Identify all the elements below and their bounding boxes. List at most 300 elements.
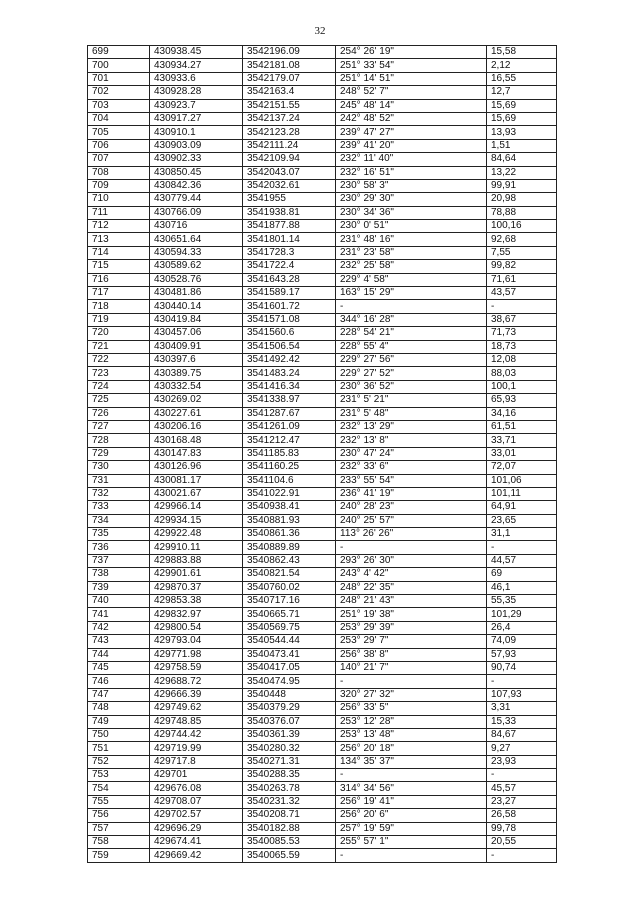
table-row [88, 661, 557, 674]
y-coordinate-cell: 3541589.17 [243, 287, 336, 300]
table-row [88, 112, 557, 125]
point-number-cell: 729 [88, 447, 150, 460]
bearing-cell: 229° 27' 52" [336, 367, 487, 380]
x-coordinate-cell: 429701 [150, 769, 243, 782]
bearing-cell: 255° 57' 1" [336, 836, 487, 849]
point-number-cell: 710 [88, 193, 150, 206]
distance-cell: 44,57 [487, 554, 557, 567]
distance-cell: 2,12 [487, 59, 557, 72]
distance-cell: 9,27 [487, 742, 557, 755]
y-coordinate-cell: 3540862.43 [243, 554, 336, 567]
point-number-cell: 723 [88, 367, 150, 380]
distance-cell: 20,55 [487, 836, 557, 849]
table-row [88, 568, 557, 581]
table-row [88, 233, 557, 246]
distance-cell: 31,1 [487, 528, 557, 541]
point-number-cell: 720 [88, 327, 150, 340]
table-row [88, 313, 557, 326]
y-coordinate-cell: 3540938.41 [243, 501, 336, 514]
table-row [88, 153, 557, 166]
bearing-cell: 239° 47' 27" [336, 126, 487, 139]
table-row [88, 72, 557, 85]
point-number-cell: 741 [88, 608, 150, 621]
point-number-cell: 717 [88, 287, 150, 300]
point-number-cell: 703 [88, 99, 150, 112]
distance-cell: 100,16 [487, 220, 557, 233]
point-number-cell: 747 [88, 688, 150, 701]
page-number: 32 [314, 25, 326, 37]
table-row [88, 836, 557, 849]
table-row [88, 287, 557, 300]
table-row [88, 206, 557, 219]
point-number-cell: 719 [88, 313, 150, 326]
bearing-cell: 254° 26' 19" [336, 46, 487, 59]
table-row [88, 246, 557, 259]
bearing-cell: 232° 16' 51" [336, 166, 487, 179]
x-coordinate-cell: 429748.85 [150, 715, 243, 728]
point-number-cell: 736 [88, 541, 150, 554]
table-row [88, 327, 557, 340]
distance-cell: 46,1 [487, 581, 557, 594]
distance-cell: 72,07 [487, 461, 557, 474]
x-coordinate-cell: 430589.62 [150, 260, 243, 273]
x-coordinate-cell: 430457.06 [150, 327, 243, 340]
x-coordinate-cell: 430594.33 [150, 246, 243, 259]
table-row [88, 407, 557, 420]
distance-cell: 15,69 [487, 112, 557, 125]
bearing-cell: - [336, 769, 487, 782]
y-coordinate-cell: 3541722.4 [243, 260, 336, 273]
bearing-cell: 253° 12' 28" [336, 715, 487, 728]
point-number-cell: 732 [88, 487, 150, 500]
bearing-cell: 256° 33' 5" [336, 702, 487, 715]
y-coordinate-cell: 3541571.08 [243, 313, 336, 326]
table-row [88, 541, 557, 554]
distance-cell: 84,64 [487, 153, 557, 166]
point-number-cell: 743 [88, 635, 150, 648]
table-row [88, 166, 557, 179]
point-number-cell: 707 [88, 153, 150, 166]
distance-cell: 18,73 [487, 340, 557, 353]
bearing-cell: 230° 29' 30" [336, 193, 487, 206]
x-coordinate-cell: 430332.54 [150, 380, 243, 393]
table-row [88, 501, 557, 514]
point-number-cell: 714 [88, 246, 150, 259]
point-number-cell: 701 [88, 72, 150, 85]
table-row [88, 849, 557, 862]
distance-cell: 16,55 [487, 72, 557, 85]
table-row [88, 755, 557, 768]
x-coordinate-cell: 429719.99 [150, 742, 243, 755]
table-row [88, 474, 557, 487]
bearing-cell: 231° 5' 21" [336, 394, 487, 407]
bearing-cell: 256° 38' 8" [336, 648, 487, 661]
bearing-cell: 134° 35' 37" [336, 755, 487, 768]
y-coordinate-cell: 3540544.44 [243, 635, 336, 648]
bearing-cell: 231° 23' 58" [336, 246, 487, 259]
point-number-cell: 740 [88, 595, 150, 608]
point-number-cell: 752 [88, 755, 150, 768]
bearing-cell: 245° 48' 14" [336, 99, 487, 112]
x-coordinate-cell: 430397.6 [150, 353, 243, 366]
y-coordinate-cell: 3540231.32 [243, 795, 336, 808]
point-number-cell: 744 [88, 648, 150, 661]
distance-cell: 1,51 [487, 139, 557, 152]
point-number-cell: 728 [88, 434, 150, 447]
distance-cell: 38,67 [487, 313, 557, 326]
point-number-cell: 715 [88, 260, 150, 273]
y-coordinate-cell: 3542137.24 [243, 112, 336, 125]
distance-cell: 23,27 [487, 795, 557, 808]
bearing-cell: - [336, 541, 487, 554]
bearing-cell: 243° 4' 42" [336, 568, 487, 581]
bearing-cell: - [336, 300, 487, 313]
table-row [88, 193, 557, 206]
x-coordinate-cell: 429934.15 [150, 514, 243, 527]
bearing-cell: 253° 29' 7" [336, 635, 487, 648]
point-number-cell: 699 [88, 46, 150, 59]
y-coordinate-cell: 3540280.32 [243, 742, 336, 755]
bearing-cell: 232° 13' 8" [336, 434, 487, 447]
bearing-cell: 293° 26' 30" [336, 554, 487, 567]
x-coordinate-cell: 430227.61 [150, 407, 243, 420]
x-coordinate-cell: 430938.45 [150, 46, 243, 59]
distance-cell: 107,93 [487, 688, 557, 701]
distance-cell: - [487, 849, 557, 862]
bearing-cell: 233° 55' 54" [336, 474, 487, 487]
distance-cell: 15,33 [487, 715, 557, 728]
y-coordinate-cell: 3540448 [243, 688, 336, 701]
point-number-cell: 745 [88, 661, 150, 674]
distance-cell: 101,29 [487, 608, 557, 621]
point-number-cell: 730 [88, 461, 150, 474]
table-row [88, 514, 557, 527]
table-row [88, 300, 557, 313]
point-number-cell: 733 [88, 501, 150, 514]
distance-cell: 90,74 [487, 661, 557, 674]
table-row [88, 461, 557, 474]
y-coordinate-cell: 3541728.3 [243, 246, 336, 259]
x-coordinate-cell: 430928.28 [150, 86, 243, 99]
table-row [88, 715, 557, 728]
distance-cell: 69 [487, 568, 557, 581]
distance-cell: 45,57 [487, 782, 557, 795]
table-row [88, 822, 557, 835]
table-row [88, 139, 557, 152]
y-coordinate-cell: 3540821.54 [243, 568, 336, 581]
bearing-cell: 230° 47' 24" [336, 447, 487, 460]
y-coordinate-cell: 3540182.88 [243, 822, 336, 835]
x-coordinate-cell: 429669.42 [150, 849, 243, 862]
table-row [88, 434, 557, 447]
point-number-cell: 748 [88, 702, 150, 715]
y-coordinate-cell: 3542181.08 [243, 59, 336, 72]
point-number-cell: 722 [88, 353, 150, 366]
bearing-cell: 344° 16' 28" [336, 313, 487, 326]
table-row [88, 59, 557, 72]
table-row [88, 380, 557, 393]
x-coordinate-cell: 430126.96 [150, 461, 243, 474]
table-row [88, 621, 557, 634]
y-coordinate-cell: 3541022.91 [243, 487, 336, 500]
y-coordinate-cell: 3542163.4 [243, 86, 336, 99]
distance-cell: 13,22 [487, 166, 557, 179]
bearing-cell: 320° 27' 32" [336, 688, 487, 701]
x-coordinate-cell: 429758.59 [150, 661, 243, 674]
y-coordinate-cell: 3541185.83 [243, 447, 336, 460]
y-coordinate-cell: 3542032.61 [243, 179, 336, 192]
distance-cell: 61,51 [487, 420, 557, 433]
point-number-cell: 706 [88, 139, 150, 152]
bearing-cell: 228° 54' 21" [336, 327, 487, 340]
distance-cell: 12,7 [487, 86, 557, 99]
point-number-cell: 751 [88, 742, 150, 755]
table-row [88, 46, 557, 59]
point-number-cell: 725 [88, 394, 150, 407]
x-coordinate-cell: 430409.91 [150, 340, 243, 353]
bearing-cell: 163° 15' 29" [336, 287, 487, 300]
table-row [88, 220, 557, 233]
x-coordinate-cell: 429793.04 [150, 635, 243, 648]
bearing-cell: 257° 19' 59" [336, 822, 487, 835]
y-coordinate-cell: 3540889.89 [243, 541, 336, 554]
table-row [88, 340, 557, 353]
y-coordinate-cell: 3542111.24 [243, 139, 336, 152]
y-coordinate-cell: 3541955 [243, 193, 336, 206]
x-coordinate-cell: 430481.86 [150, 287, 243, 300]
x-coordinate-cell: 429708.07 [150, 795, 243, 808]
x-coordinate-cell: 429696.29 [150, 822, 243, 835]
x-coordinate-cell: 430766.09 [150, 206, 243, 219]
y-coordinate-cell: 3540376.07 [243, 715, 336, 728]
x-coordinate-cell: 430850.45 [150, 166, 243, 179]
x-coordinate-cell: 429688.72 [150, 675, 243, 688]
x-coordinate-cell: 429901.61 [150, 568, 243, 581]
point-number-cell: 742 [88, 621, 150, 634]
distance-cell: 99,82 [487, 260, 557, 273]
table-row [88, 795, 557, 808]
bearing-cell: 240° 28' 23" [336, 501, 487, 514]
point-number-cell: 716 [88, 273, 150, 286]
table-row [88, 86, 557, 99]
y-coordinate-cell: 3541801.14 [243, 233, 336, 246]
table-row [88, 782, 557, 795]
bearing-cell: 253° 13' 48" [336, 728, 487, 741]
x-coordinate-cell: 429966.14 [150, 501, 243, 514]
x-coordinate-cell: 430779.44 [150, 193, 243, 206]
y-coordinate-cell: 3540271.31 [243, 755, 336, 768]
point-number-cell: 711 [88, 206, 150, 219]
point-number-cell: 758 [88, 836, 150, 849]
table-row [88, 394, 557, 407]
point-number-cell: 700 [88, 59, 150, 72]
bearing-cell: 256° 20' 6" [336, 809, 487, 822]
x-coordinate-cell: 430206.16 [150, 420, 243, 433]
distance-cell: 13,93 [487, 126, 557, 139]
distance-cell: 57,93 [487, 648, 557, 661]
table-row [88, 608, 557, 621]
distance-cell: 99,91 [487, 179, 557, 192]
distance-cell: 92,68 [487, 233, 557, 246]
point-number-cell: 756 [88, 809, 150, 822]
bearing-cell: 228° 55' 4" [336, 340, 487, 353]
distance-cell: 26,4 [487, 621, 557, 634]
x-coordinate-cell: 430081.17 [150, 474, 243, 487]
table-row [88, 728, 557, 741]
x-coordinate-cell: 429800.54 [150, 621, 243, 634]
distance-cell: 65,93 [487, 394, 557, 407]
distance-cell: 71,73 [487, 327, 557, 340]
point-number-cell: 739 [88, 581, 150, 594]
point-number-cell: 753 [88, 769, 150, 782]
bearing-cell: 251° 14' 51" [336, 72, 487, 85]
x-coordinate-cell: 429676.08 [150, 782, 243, 795]
distance-cell: 101,06 [487, 474, 557, 487]
y-coordinate-cell: 3540569.75 [243, 621, 336, 634]
bearing-cell: 230° 0' 51" [336, 220, 487, 233]
x-coordinate-cell: 429853.38 [150, 595, 243, 608]
point-number-cell: 754 [88, 782, 150, 795]
y-coordinate-cell: 3540474.95 [243, 675, 336, 688]
bearing-cell: 232° 25' 58" [336, 260, 487, 273]
bearing-cell: 253° 29' 39" [336, 621, 487, 634]
table-row [88, 554, 557, 567]
point-number-cell: 726 [88, 407, 150, 420]
point-number-cell: 702 [88, 86, 150, 99]
table-row [88, 581, 557, 594]
x-coordinate-cell: 430842.36 [150, 179, 243, 192]
bearing-cell: 242° 48' 52" [336, 112, 487, 125]
point-number-cell: 755 [88, 795, 150, 808]
table-row [88, 447, 557, 460]
x-coordinate-cell: 430917.27 [150, 112, 243, 125]
y-coordinate-cell: 3541492.42 [243, 353, 336, 366]
y-coordinate-cell: 3542151.55 [243, 99, 336, 112]
point-number-cell: 749 [88, 715, 150, 728]
point-number-cell: 713 [88, 233, 150, 246]
y-coordinate-cell: 3540665.71 [243, 608, 336, 621]
bearing-cell: 140° 21' 7" [336, 661, 487, 674]
table-row [88, 528, 557, 541]
x-coordinate-cell: 430389.75 [150, 367, 243, 380]
coordinates-table-body [88, 46, 557, 863]
distance-cell: 3,31 [487, 702, 557, 715]
bearing-cell: 256° 19' 41" [336, 795, 487, 808]
y-coordinate-cell: 3541287.67 [243, 407, 336, 420]
point-number-cell: 724 [88, 380, 150, 393]
distance-cell: - [487, 300, 557, 313]
table-row [88, 688, 557, 701]
y-coordinate-cell: 3540861.36 [243, 528, 336, 541]
bearing-cell: 248° 22' 35" [336, 581, 487, 594]
point-number-cell: 727 [88, 420, 150, 433]
distance-cell: 23,65 [487, 514, 557, 527]
x-coordinate-cell: 429666.39 [150, 688, 243, 701]
x-coordinate-cell: 430902.33 [150, 153, 243, 166]
bearing-cell: 230° 58' 3" [336, 179, 487, 192]
y-coordinate-cell: 3540288.35 [243, 769, 336, 782]
bearing-cell: 232° 11' 40" [336, 153, 487, 166]
y-coordinate-cell: 3541938.81 [243, 206, 336, 219]
y-coordinate-cell: 3541261.09 [243, 420, 336, 433]
bearing-cell: 248° 52' 7" [336, 86, 487, 99]
bearing-cell: 236° 41' 19" [336, 487, 487, 500]
x-coordinate-cell: 429832.97 [150, 608, 243, 621]
distance-cell: 15,69 [487, 99, 557, 112]
bearing-cell: - [336, 849, 487, 862]
distance-cell: 7,55 [487, 246, 557, 259]
distance-cell: 64,91 [487, 501, 557, 514]
x-coordinate-cell: 430933.6 [150, 72, 243, 85]
distance-cell: 34,16 [487, 407, 557, 420]
bearing-cell: 232° 13' 29" [336, 420, 487, 433]
point-number-cell: 746 [88, 675, 150, 688]
distance-cell: 84,67 [487, 728, 557, 741]
bearing-cell: 314° 34' 56" [336, 782, 487, 795]
distance-cell: 20,98 [487, 193, 557, 206]
x-coordinate-cell: 430910.1 [150, 126, 243, 139]
y-coordinate-cell: 3541877.88 [243, 220, 336, 233]
point-number-cell: 718 [88, 300, 150, 313]
point-number-cell: 734 [88, 514, 150, 527]
bearing-cell: 251° 19' 38" [336, 608, 487, 621]
bearing-cell: 240° 25' 57" [336, 514, 487, 527]
coordinates-table [87, 45, 557, 863]
x-coordinate-cell: 429883.88 [150, 554, 243, 567]
distance-cell: - [487, 541, 557, 554]
table-row [88, 420, 557, 433]
distance-cell: - [487, 769, 557, 782]
distance-cell: 78,88 [487, 206, 557, 219]
bearing-cell: 230° 36' 52" [336, 380, 487, 393]
y-coordinate-cell: 3541104.6 [243, 474, 336, 487]
x-coordinate-cell: 430716 [150, 220, 243, 233]
distance-cell: 43,57 [487, 287, 557, 300]
x-coordinate-cell: 429749.62 [150, 702, 243, 715]
distance-cell: - [487, 675, 557, 688]
y-coordinate-cell: 3540208.71 [243, 809, 336, 822]
bearing-cell: 239° 41' 20" [336, 139, 487, 152]
y-coordinate-cell: 3540881.93 [243, 514, 336, 527]
point-number-cell: 750 [88, 728, 150, 741]
y-coordinate-cell: 3542123.28 [243, 126, 336, 139]
x-coordinate-cell: 429910.11 [150, 541, 243, 554]
point-number-cell: 759 [88, 849, 150, 862]
y-coordinate-cell: 3542196.09 [243, 46, 336, 59]
y-coordinate-cell: 3541212.47 [243, 434, 336, 447]
x-coordinate-cell: 430168.48 [150, 434, 243, 447]
bearing-cell: 231° 48' 16" [336, 233, 487, 246]
table-row [88, 273, 557, 286]
point-number-cell: 738 [88, 568, 150, 581]
y-coordinate-cell: 3541643.28 [243, 273, 336, 286]
distance-cell: 33,01 [487, 447, 557, 460]
y-coordinate-cell: 3542109.94 [243, 153, 336, 166]
table-row [88, 260, 557, 273]
table-row [88, 769, 557, 782]
point-number-cell: 735 [88, 528, 150, 541]
distance-cell: 88,03 [487, 367, 557, 380]
y-coordinate-cell: 3541416.34 [243, 380, 336, 393]
y-coordinate-cell: 3540263.78 [243, 782, 336, 795]
bearing-cell: 248° 21' 43" [336, 595, 487, 608]
distance-cell: 55,35 [487, 595, 557, 608]
distance-cell: 100,1 [487, 380, 557, 393]
x-coordinate-cell: 430651.64 [150, 233, 243, 246]
y-coordinate-cell: 3540760.02 [243, 581, 336, 594]
bearing-cell: 251° 33' 54" [336, 59, 487, 72]
distance-cell: 99,78 [487, 822, 557, 835]
